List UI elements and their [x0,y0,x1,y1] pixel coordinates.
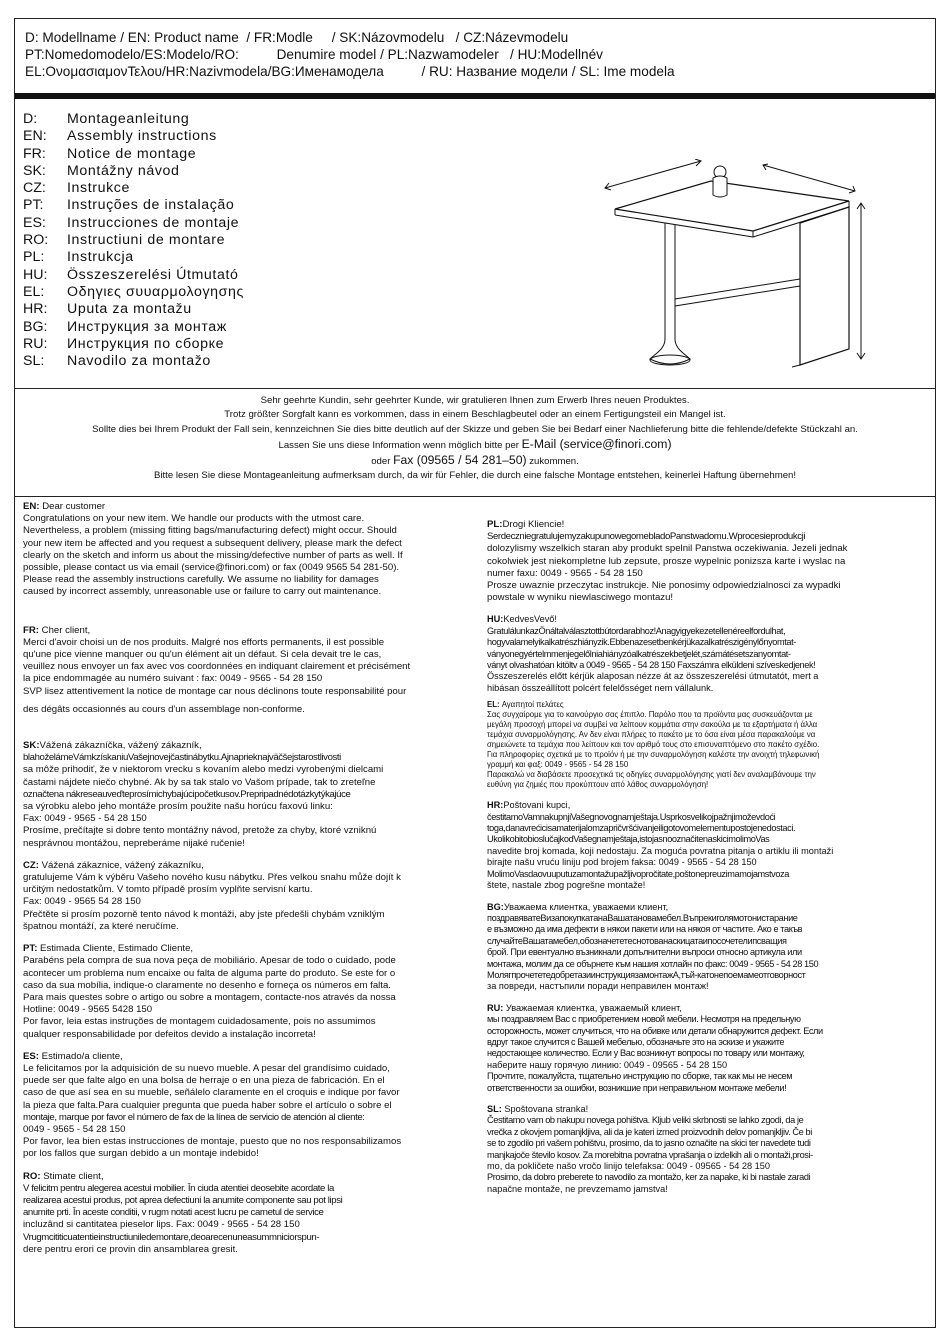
german-line: Sollte dies bei Ihrem Produkt der Fall sein, kennzeichnen Sie dies bitte deutlich auf der Skizze und geben Sie bei Bedarf einer Nachlieferung bitte die fehlende/defekte Stückzahl an. [92,423,858,435]
german-intro [15,391,935,497]
german-line [15,437,935,453]
language-code: EN: [23,128,47,145]
block-line: V felicitm pentru alegerea acestui mobilier. În ciuda atentiei deosebite acordate la [23,1182,334,1194]
block-line: ványt olvashatóan kitöltv a 0049 - 9565 - 54 28 150 Faxszámra elküldeni szíveskedjenek! [487,660,816,671]
language-code: FR: [23,145,46,162]
block-head: HR: [487,800,504,811]
block-head: FR: [23,624,39,636]
title-row [23,197,244,214]
block-line: Para mais questes sobre o artigo ou sobre a montagem, contacte-nos através da nossa [23,991,396,1003]
bar-table-sketch [585,159,875,379]
ro-block [23,1171,473,1256]
block-line: clearly on the sketch and inform us about the missing/defective number of parts as well. If [23,549,403,561]
title-row [23,180,244,197]
block-line: powstale w wyniku niewlasciwego montazu! [487,592,674,604]
block-greeting: Estimada Cliente, Estimado Cliente, [37,943,194,955]
block-line: SVP lisez attentivement la notice de montage car nous déclinons toute responsabilité pour [23,685,407,697]
block-greeting: Estimado/a cliente, [39,1050,123,1062]
german-line: Sehr geehrte Kundin, sehr geehrter Kunde, wir gratulieren Ihnen zum Erwerb Ihres neuen Produktes. [260,395,690,406]
block-line: Přečtěte si prosím pozorně tento návod k montáži, aby jste předešli chybám vzniklým [23,908,385,920]
block-line: birajte našu vruću liniju pod brojem faksa: 0049 - 9565 - 54 28 150 [487,857,757,868]
block-line: MolimoVasdaovuuputuzamontažupažljivopročitate,poštonepreuzimamojamstvoza [487,868,789,879]
language-code: RU: [23,335,48,352]
block-greeting: Stimate client, [40,1170,104,1182]
block-line: cokolwiek jest niekompletne lub zepsute, prosze wypelnic ponizsza karte i wyslac na [487,555,846,567]
block-greeting: Dear customer [39,501,106,512]
block-line: čestitamoVamnakupnjiVašegnovognamještaja.Usprkosvelikojpažnjimoževdoći [487,811,776,822]
block-line: γραμμή και φαξ: 0049 - 9565 - 54 28 150 [487,760,629,770]
block-line: caused by incorrect assembly, unreasonable use or failure to carry out maintenance. [23,586,382,598]
title-label: Οδηγιες συυαρμολογησης [67,283,244,300]
language-code: BG: [23,318,48,335]
block-line: ványonegyértelmmenjegelőlniahiányzóalkatrészekbetjelét,számátésetszanyomtat- [487,648,791,659]
german-line: Trotz größter Sorgfalt kann es vorkommen, dass in einem Beschlagbeutel oder an einem Fertigungsteil ein Mangel ist. [224,409,726,421]
block-greeting: Vážená zákaznice, vážený zákazníku, [38,859,204,871]
block-line: SerdeczniegratulujemyzakupunowegomebladoPanstwadomu.Wprocesieprodukcji [487,531,806,543]
block-line: Прочтите, пожалуйста, тщательно инструкцию по сборке, так как мы не несем [487,1071,793,1082]
sl-block [487,1104,933,1195]
block-line: gratulujeme Vám k výběru Vašeho nového kusu nábytku. Přes velkou snahu může dojít k [23,872,401,884]
language-code: HR: [23,301,48,318]
block-line: numer faxu: 0049 - 9565 - 54 28 150 [487,567,643,579]
title-label: Montageanleitung [67,111,190,127]
block-line: blahoželámeVámkzískaniuVašejnovejčastinábytku.Ajnaprieknajväčšejstarostlivosti [23,752,341,764]
block-line: Για πληροφορίες σχετικά με το προϊόν ή με την συναρμολόγηση καλέστε την ανοιχτή τηλεφωνική [487,750,820,760]
title-label: Összeszerelési Útmutató [67,266,239,283]
block-line: 0049 - 9565 - 54 28 150 [23,1123,126,1135]
block-line: GratulálunkazÖnáltalválasztottbútordarabhoz!Anagyigyekezetellenéreelfordulhat, [487,625,786,636]
title-label: Notice de montage [67,145,197,162]
block-line: Prosimo, da dobro preberete to navodilo za montažo, ker za napake, ki bi nastale zaradi [487,1172,811,1183]
block-line: anumite prti. În aceste conditii, v rugm notati acest lucru pe carnetul de service [23,1207,324,1219]
block-line: Parabéns pela compra de sua nova peça de mobiliário. Apesar de todo o cuidado, pode [23,955,396,967]
block-head: PT: [23,943,38,955]
german-line: Bitte lesen Sie diese Montageanleitung aufmerksam durch, da wir für Fehler, die durch eine falsche Montage entstehen, keinerlei Haftung übernehmen! [153,470,797,482]
block-line: napačne montaže, ne prevzemamo jamstva! [487,1183,668,1194]
block-line: označtena nákreseauveďteprosímichybajúcipočetkusov.Prepripadnédotázkytýkajúce [23,788,351,800]
title-row [23,232,244,249]
title-row [23,319,244,336]
block-line: МолягпрочететедобретазиинструкциязамонтажA,тъй-катонепоемамеотговорност [487,969,806,980]
block-line: qualquer responsabilidade por defeitos devido a instalação incorreta! [23,1028,316,1040]
hu-block [487,614,933,694]
title-label: Instructiuni de montare [67,232,226,249]
block-line: недостающее количество. Если у Вас возникнут вопросы по товару или монтажу, [487,1048,805,1059]
title-row [23,163,244,180]
block-line: Hotline: 0049 - 9565 5428 150 [23,1004,153,1016]
block-line: manjkajoče število kosov. Za morebitna povratna vprašanja o izdelkih ali o montaži,prosi- [487,1149,813,1160]
block-line: Por favor, leia estas instruções de montagem cuidadosamente, pois no assumimos [23,1016,376,1028]
block-head: SL: [487,1104,502,1115]
block-line: мы поздравляем Вас с приобретением новой мебели. Несмотря на предельную [487,1014,801,1025]
block-head: EL: [487,700,500,710]
block-line: ευθύνη για ζημιές που προκύπτουν από λάθος συναρμολόγηση! [487,780,709,790]
block-line: realizarea acestui produs, pot aprea defectiuni la anumite componente sau pot lipsi [23,1194,343,1206]
block-greeting: Poštovani kupci, [503,800,571,811]
block-head: EN: [23,501,40,512]
block-line: por los fallos que surgan debido a un montaje indebido! [23,1148,259,1160]
block-greeting: Уважаемая клиентка, уважаемый клиент, [503,1002,682,1013]
language-code: SL: [23,353,45,370]
block-line: dolozylismy wszelkich staran aby produkt spelnil Panstwa oczekiwania. Jezeli jednak [487,543,848,555]
title-section [15,99,935,389]
title-row [23,146,244,163]
title-label: Instrukcja [67,249,134,266]
block-line: наберите нашу горячую линию: 0049 - 09565 - 54 28 150 [487,1059,728,1070]
title-list [23,111,244,370]
block-line: štete, nastale zbog pogrešne montaže! [487,880,646,891]
block-line: veuillez nous envoyer un fax avec vos coordonnées en indiquant clairement et précisément [23,661,411,673]
block-greeting: KedvesVevő! [503,614,557,625]
block-line: Merci d'avoir choisi un de nos produits. Malgré nos efforts permanents, il est possible [23,636,385,648]
block-line: se to zgodilo pri vašem pohištvu, prosimo, da to jasno označite na skici ter navedete tudi [487,1138,811,1149]
block-line: монтажа, молим да се обърнете към нашия хотлайн по факс: 0049 - 9565 - 54 28 150 [487,958,819,969]
block-line: sa výrobku alebo jeho montáže prosím použite našu horúcu faxovú linku: [23,801,333,813]
title-label: Assembly instructions [67,128,217,145]
german-email: E-Mail (service@finori.com) [521,436,672,451]
block-line: navedite broj komada, koji nedostaju. Za moguća povratna pitanja o artiklu ili montaži [487,845,834,856]
block-line: montaje, marque por favor el número de fax de la línea de servicio de atención al cliente: [23,1111,365,1123]
title-row [23,111,244,128]
block-line: la pieza que falta.Para cualquier pregunta que pueda haber sobre el artículo o sobre el [23,1099,392,1111]
block-line: UkolikobitobioslučajkodVašegnamještaja,istojasnooznačitenaskicimolimoVas [487,834,770,845]
block-line: Čestitamo vam ob nakupu novega pohištva. Kljub veliki skrbnosti se lahko zgodi, da je [487,1115,804,1126]
language-code: PL: [23,249,45,266]
block-line: your new item be affected and you request a subsequent delivery, please mark the defect [23,537,402,549]
language-code: PT: [23,197,44,214]
bg-block [487,902,933,993]
block-line: Σας συγχαίρομε για το καινούργιο σας έπιπλο. Παρόλο που τα προϊόντα μας συσκευάζονται με [487,710,813,720]
block-line: Le felicitamos por la adquisición de su nuevo mueble. A pesar del grandísimo cuidado, [23,1062,390,1074]
block-line: Por favor, lea bien estas instrucciones de montaje, puesto que no nos responsabilizamos [23,1136,402,1148]
el-block [487,700,933,790]
fr-block [23,625,473,716]
block-line: Congratulations on your new item. We handle our products with the utmost care. [23,513,365,525]
block-line: Prosze uwaznie przeczytac instrukcje. Nie ponosimy odpowiedzialnosci za wypadki [487,580,841,592]
block-line: е възможно да има дефекти в някои пакети или на някоя от частите. Ако е такъв [487,924,803,935]
language-code: RO: [23,232,49,249]
block-line: осторожность, может случиться, что на обивке или детали обнаружится дефект. Если [487,1025,823,1036]
title-label: Navodilo za montažo [67,353,211,370]
title-label: Uputa za montažu [67,301,192,318]
block-greeting: Cher client, [38,624,91,636]
block-line: caso da sua mobília, indique-o claramente no desenho e forneça os números em falta. [23,979,391,991]
block-line: nesprávnou montážou, nepreberáme nijaké ručenie! [23,837,245,849]
block-line: hibásan összeállított polcért felelősséget nem vállalunk. [487,682,714,693]
title-label: Инструкция за монтаж [67,318,227,335]
cz-block [23,860,473,933]
ru-block [487,1003,933,1094]
block-head: SK: [23,740,40,752]
block-head: ES: [23,1050,39,1062]
right-column [487,519,933,1205]
block-line: mo, da pokličete našo vročo linijo telefaksa: 0049 - 09565 - 54 28 150 [487,1161,770,1172]
block-line: incluzând si cantitatea pieselor lips. Fax: 0049 - 9565 - 54 28 150 [23,1219,300,1231]
german-contact-text: Lassen Sie uns diese Information wenn möglich bitte per [278,439,522,451]
language-code: D: [23,111,38,127]
title-label: Инструкция по сборке [67,335,225,352]
block-head: RU: [487,1002,504,1013]
title-label: Instruções de instalação [67,197,235,214]
block-line: la pice endommagée au numéro suivant : fax: 0049 - 9565 - 54 28 150 [23,673,323,685]
language-code: CZ: [23,180,46,197]
block-greeting: Αγαπητοί πελάτες [499,700,564,710]
block-head: HU: [487,614,504,625]
language-code: ES: [23,214,46,231]
language-code: SK: [23,162,46,179]
block-line: Vrugmcititicuatentieinstructiuniledemontare,deoarecenuneasummniciorspun- [23,1231,320,1243]
block-line: σημειώνετε τα τεμάχια που λείπουν και τον αριθμό τους στο επισυναπτόμενο στο πακέτο σχέδιο. [487,740,820,750]
block-greeting: Vážená zákazníčka, vážený zákazník, [39,740,202,752]
block-line: за повреди, настъпили поради неправилен монтаж! [487,981,709,992]
title-label: Instrukce [67,180,130,197]
pl-block [487,519,933,604]
block-line: Nevertheless, a problem (missing fitting bags/manufacturing defect) might occur. Should [23,525,397,537]
en-block [23,501,473,599]
model-name-line: EL:ΟνομασιαμονΤελου/HR:Nazivmodela/BG:Именамодела / RU: Название модели / SL: Ime modela [25,64,675,79]
model-name-line: PT:Nomedomodelo/ES:Modelo/RO: Denumire model / PL:Nazwamodeler / HU:Modellnév [25,47,603,62]
language-code: HU: [23,266,48,283]
title-row [23,128,244,145]
title-row [23,215,244,232]
block-line: Fax: 0049 - 9565 54 28 150 [23,896,141,908]
block-line: μεγάλη προσοχή μπορεί να συμβεί να λείπουν κομμάτια στην σακούλα με τα εξαρτήματα ή άλλα [487,720,818,730]
block-line: τεμάχια συναρμολόγησης. Αν δεν είναι πλήρες το πακέτο με το όσα είναι μέσα παρακαλούμε να [487,730,816,740]
block-head: BG: [487,901,504,912]
block-line: Összeszerelés előtt kérjük alaposan nézze át az összeszerelési útmutatót, mert a [487,671,819,682]
title-label: Montážny návod [67,162,180,179]
left-column [23,501,473,1266]
block-line: caso de que así sea en su mueble, señálelo claramente en el croquis e indique por favor [23,1087,400,1099]
block-line: toga,danavrećicisamaterijalomzapričvršćivanjeiligotovomelementupostojenedostaci. [487,823,796,834]
block-greeting: Уважаема клиентка, уважаеми клиент, [503,901,669,912]
hr-block [487,800,933,891]
title-row [23,284,244,301]
block-line: qu'une pice vienne manquer ou qu'un élément ait un défaut. Si cela devait tre le cas, [23,649,382,661]
block-line: sa môže prihodiť, že v niektorom vrecku s kovaním alebo medzi vyrobenými dielcami [23,764,384,776]
block-line: acontecer um problema num encaixe ou falta de alguma parte do produto. Se este for o [23,967,396,979]
block-line: vrečka z okovjem pomanjkljiva, ali da je kateri izmed proizvodnih delov pomanjkljiv. Če bi [487,1126,812,1137]
german-contact-text: oder [371,456,394,468]
language-code: EL: [23,283,45,300]
block-line: вдруг такое случится с Вашей мебелью, обозначьте это на эскизе и укажите [487,1036,785,1047]
title-row [23,249,244,266]
block-line: possible, please contact us via email (service@finori.com) or fax (0049 9565 54 281-50). [23,562,400,574]
block-line: určitým nedostatkům. V tomto případě prosím vyplňte servisní kartu. [23,884,313,896]
title-row [23,267,244,284]
title-label: Instrucciones de montaje [67,214,240,231]
german-line [15,453,935,469]
block-line: Prosíme, prečítajte si dobre tento montážny návod, pretože za chyby, ktoré vzniknú [23,825,377,837]
block-line: ответственности за ошибки, возникшие при неправильном монтаже мебели! [487,1082,787,1093]
model-name-header [15,19,935,99]
title-row [23,301,244,318]
block-line: случайтеВашатамебел,обозначететеснотованаскицатаипосочетелипсващия [487,935,787,946]
block-line: поздравяватеВизапокупкатанаВашатановамебел.Въпрекиголямотонистарание [487,912,798,923]
block-line: Please read the assembly instructions carefully. We assume no liability for damages [23,574,379,586]
block-line: Fax: 0049 - 9565 - 54 28 150 [23,813,147,825]
block-head: PL: [487,519,503,530]
block-line: Παρακαλώ να διαβάσετε προσεχτικά τις οδηγίες συναρμολόγησης γιατί δεν αναλαμβάνουμε την [487,770,816,780]
model-name-line: D: Modellname / EN: Product name / FR:Modle / SK:Názovmodelu / CZ:Názevmodelu [25,30,569,45]
german-fax: Fax (09565 / 54 281–50) [393,453,527,468]
block-greeting: Spoštovana stranka! [501,1104,589,1115]
block-head: RO: [23,1170,41,1182]
sk-block [23,740,473,850]
instruction-page [14,18,936,1328]
block-line: dere pentru erori ce provin din ansamblarea gresit. [23,1243,238,1255]
german-contact-text: zukommen. [526,456,579,468]
title-row [23,336,244,353]
pt-block [23,943,473,1041]
block-head: CZ: [23,859,39,871]
block-line: puede ser que falte algo en una bolsa de herraje o en una pieza de fabricación. En el [23,1075,385,1087]
block-line: hogyvalamelyikalkatrészhiányzik.Ebbenazesetbenkérjükazalkatrészigénylőnyomtat- [487,637,796,648]
block-line: брой. При евентуално възникнали допълнителни въпроси относно артикула или [487,947,802,958]
block-line: špatnou montáží, za které neručíme. [23,920,179,932]
title-row [23,353,244,370]
block-line: častami nájdete niečo chybné. Ak by sa tak stalo vo Vašom prípade, tak to zreteľne [23,776,376,788]
es-block [23,1051,473,1161]
block-greeting: Drogi Kliencie! [502,519,565,530]
block-line: des dégâts occasionnés au cours d'un assemblage non-conforme. [23,703,305,715]
